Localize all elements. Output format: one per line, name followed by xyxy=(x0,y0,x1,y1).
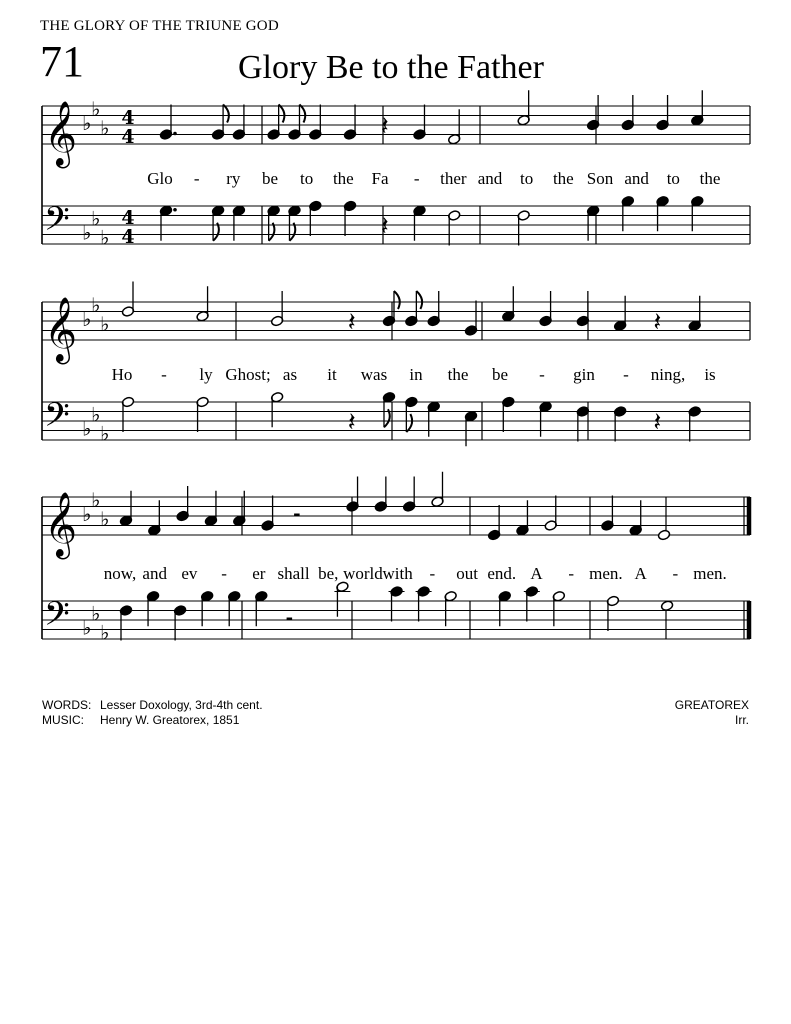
rest-icon: 𝄽 xyxy=(347,407,356,438)
lyric-syllable: ther xyxy=(440,169,467,188)
hymn-title: Glory Be to the Father xyxy=(238,49,544,86)
lyric-syllable: be xyxy=(261,169,279,188)
bass-clef-icon: 𝄢 xyxy=(44,396,70,443)
flat-icon: ♭ xyxy=(82,416,92,441)
note-head xyxy=(660,600,673,612)
music-label: MUSIC: xyxy=(42,713,84,727)
lyric-syllable: A xyxy=(634,564,647,583)
lyric-syllable: with xyxy=(382,564,413,583)
note-head xyxy=(657,529,670,541)
lyric-syllable: now, xyxy=(103,564,137,583)
flat-icon: ♭ xyxy=(91,292,101,317)
lyric-syllable: - xyxy=(623,365,629,384)
lyric-syllable: - xyxy=(193,169,200,188)
lyric-syllable: Son xyxy=(586,169,614,188)
treble-clef-icon: 𝄞 xyxy=(44,297,78,362)
lyric-syllable: to xyxy=(520,169,534,188)
augmentation-dot xyxy=(173,132,177,136)
rest-icon: 𝄽 xyxy=(653,307,662,338)
rest-icon: 𝄽 xyxy=(380,111,389,142)
lyric-syllable: ry xyxy=(226,169,241,188)
lyric-syllable: was xyxy=(360,365,388,384)
note-flag xyxy=(406,414,412,432)
bass-clef-icon: 𝄢 xyxy=(44,595,70,642)
rest-icon: 𝄼 xyxy=(291,502,302,533)
lyric-syllable: is xyxy=(704,365,716,384)
lyric-syllable: - xyxy=(568,564,575,583)
credits-left xyxy=(42,698,263,728)
lyric-syllable: - xyxy=(161,365,167,384)
words-source: Lesser Doxology, 3rd-4th cent. xyxy=(100,698,263,712)
note-flag xyxy=(279,105,285,123)
lyric-syllable: men. xyxy=(589,564,623,583)
lyric-syllable: be, xyxy=(318,564,339,583)
rest-icon: 𝄽 xyxy=(347,307,356,338)
note-flag xyxy=(299,105,305,123)
words-credit xyxy=(42,698,263,713)
score-system-2 xyxy=(0,288,791,473)
flat-icon: ♭ xyxy=(91,96,101,121)
rest-icon: 𝄽 xyxy=(380,211,389,242)
lyric-syllable: be xyxy=(491,365,509,384)
meter: Irr. xyxy=(735,713,749,727)
flat-icon: ♭ xyxy=(82,615,92,640)
flat-icon: ♭ xyxy=(91,601,101,626)
flat-icon: ♭ xyxy=(82,307,92,331)
flat-icon: ♭ xyxy=(82,220,92,245)
section-heading: THE GLORY OF THE TRIUNE GOD xyxy=(40,18,279,34)
lyric-syllable: Glo xyxy=(147,169,173,188)
augmentation-dot xyxy=(173,208,177,212)
flat-icon: ♭ xyxy=(91,402,101,427)
bass-clef-icon: 𝄢 xyxy=(44,200,70,247)
lyric-syllable: the xyxy=(332,169,354,188)
flat-icon: ♭ xyxy=(100,115,110,140)
treble-clef-icon: 𝄞 xyxy=(44,492,78,557)
music-system-3 xyxy=(0,483,791,683)
score-system-1 xyxy=(0,92,791,277)
words-label: WORDS: xyxy=(42,698,92,712)
flat-icon: ♭ xyxy=(100,225,110,250)
lyric-syllable: and xyxy=(477,169,503,188)
lyric-syllable: ev xyxy=(181,564,198,583)
time-signature-bottom: 4 xyxy=(121,126,135,148)
lyric-syllable: it xyxy=(327,365,337,384)
lyric-syllable: to xyxy=(666,169,680,188)
score-system-3 xyxy=(0,483,791,683)
lyric-syllable: - xyxy=(539,365,545,384)
music-source: Henry W. Greatorex, 1851 xyxy=(100,713,240,727)
note-flag xyxy=(394,291,400,309)
hymn-number: 71 xyxy=(40,37,84,86)
flat-icon: ♭ xyxy=(82,502,92,526)
note-flag xyxy=(223,105,229,123)
lyric-syllable: er xyxy=(252,564,266,583)
music-credit xyxy=(42,713,263,728)
lyric-syllable: - xyxy=(672,564,679,583)
lyric-syllable: the xyxy=(699,169,721,188)
flat-icon: ♭ xyxy=(91,487,101,512)
lyric-syllable: men. xyxy=(693,564,727,583)
lyric-syllable: Ho xyxy=(111,365,133,384)
lyric-syllable: out xyxy=(456,564,478,583)
lyric-syllable: the xyxy=(552,169,574,188)
lyric-syllable: world xyxy=(343,564,383,583)
lyric-syllable: Ghost; xyxy=(225,365,271,384)
rest-icon: 𝄼 xyxy=(284,606,295,637)
lyric-syllable: shall xyxy=(277,564,310,583)
flat-icon: ♭ xyxy=(100,506,110,531)
flat-icon: ♭ xyxy=(82,111,92,135)
music-system-2 xyxy=(0,288,791,473)
lyric-syllable: as xyxy=(282,365,298,384)
lyric-syllable: Fa xyxy=(371,169,389,188)
credits-right xyxy=(675,698,749,728)
lyric-syllable: end. xyxy=(487,564,517,583)
flat-icon: ♭ xyxy=(100,620,110,645)
lyric-syllable: and xyxy=(142,564,167,583)
flat-icon: ♭ xyxy=(91,206,101,231)
lyric-syllable: gin xyxy=(573,365,595,384)
lyric-syllable: A xyxy=(530,564,543,583)
lyric-syllable: to xyxy=(300,169,314,188)
lyric-syllable: ly xyxy=(199,365,213,384)
flat-icon: ♭ xyxy=(100,421,110,446)
lyric-syllable: in xyxy=(409,365,423,384)
treble-clef-icon: 𝄞 xyxy=(44,101,78,166)
time-signature-top: 4 xyxy=(121,207,135,229)
time-signature-top: 4 xyxy=(121,107,135,129)
lyric-syllable: - xyxy=(413,169,420,188)
note-flag xyxy=(416,291,422,309)
lyric-syllable: - xyxy=(429,564,436,583)
tune-name: GREATOREX xyxy=(674,698,749,712)
lyric-syllable: the xyxy=(447,365,469,384)
music-system-1 xyxy=(0,92,791,277)
flat-icon: ♭ xyxy=(100,311,110,336)
lyric-syllable: ning, xyxy=(650,365,686,384)
rest-icon: 𝄽 xyxy=(653,407,662,438)
time-signature-bottom: 4 xyxy=(121,226,135,248)
lyric-syllable: - xyxy=(221,564,227,583)
lyric-syllable: and xyxy=(624,169,649,188)
